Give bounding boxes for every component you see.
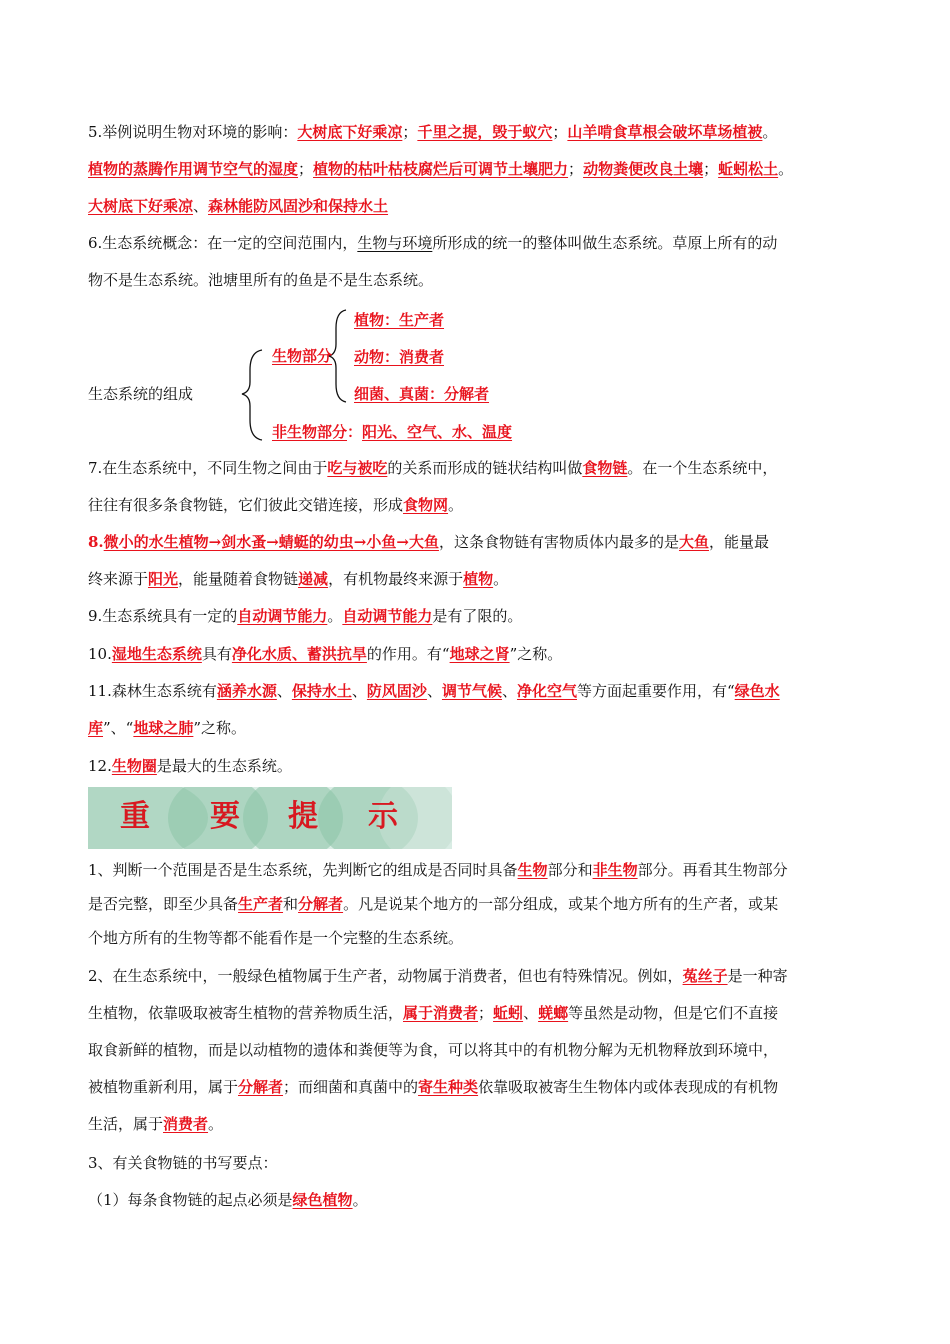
answer: 地球之肾 bbox=[449, 645, 510, 663]
answer: 分解者 bbox=[238, 1078, 284, 1096]
answer: 食物网 bbox=[403, 496, 449, 514]
nonbio-part-label: 非生物部分 bbox=[272, 423, 348, 441]
separator: 、 bbox=[193, 197, 209, 215]
text: 依靠吸取被寄生生物体内或体表现成的有机物 bbox=[478, 1078, 779, 1096]
answer: 地球之肺 bbox=[133, 719, 194, 737]
answer: 生物 bbox=[517, 861, 548, 879]
text: 终来源于 bbox=[88, 570, 149, 588]
answer: 分解者 bbox=[298, 895, 344, 913]
tip-2-line-4 bbox=[88, 1069, 878, 1106]
text: 物不是生态系统。池塘里所有的鱼是不是生态系统。 bbox=[88, 271, 434, 289]
text: 1、判断一个范围是否是生态系统，先判断它的组成是否同时具备 bbox=[88, 861, 518, 879]
decomposer-role-label: 细菌、真菌：分解者 bbox=[354, 385, 490, 403]
tip-1-line-3 bbox=[88, 920, 878, 957]
text: ”之称。 bbox=[193, 719, 247, 737]
text: 2、在生态系统中，一般绿色植物属于生产者，动物属于消费者，但也有特殊情况。例如， bbox=[88, 967, 683, 985]
answer: 山羊啃食草根会破坏草场植被 bbox=[567, 123, 763, 141]
text: 和 bbox=[283, 895, 299, 913]
text: ，有机物最终来源于 bbox=[328, 570, 464, 588]
item-10 bbox=[88, 636, 878, 673]
answer: 涵养水源 bbox=[216, 682, 277, 700]
separator: ； bbox=[478, 1004, 494, 1022]
text: ”、“ bbox=[103, 719, 134, 737]
answer: 湿地生态系统 bbox=[111, 645, 202, 663]
text: 生植物，依靠吸取被寄生植物的营养物质生活， bbox=[88, 1004, 404, 1022]
item-7-line-1 bbox=[88, 450, 878, 487]
answer: 绿色水 bbox=[734, 682, 780, 700]
text: ；而细菌和真菌中的 bbox=[283, 1078, 419, 1096]
nonbio-part bbox=[272, 420, 512, 444]
separator: 、 bbox=[501, 682, 517, 700]
item-number: 8. bbox=[88, 533, 104, 551]
answer: 净化水质、蓄洪抗旱 bbox=[231, 645, 367, 663]
answer: 大鱼 bbox=[678, 533, 709, 551]
answer: 净化空气 bbox=[516, 682, 577, 700]
answer: 调节气候 bbox=[441, 682, 502, 700]
answer: 保持水土 bbox=[291, 682, 352, 700]
plant-role bbox=[354, 308, 444, 332]
answer: 食物链 bbox=[582, 459, 628, 477]
tip-1-line-1 bbox=[88, 852, 878, 889]
answer: 绿色植物 bbox=[292, 1191, 353, 1209]
answer: 大树底下好乘凉 bbox=[297, 123, 403, 141]
item-number: 12. bbox=[88, 757, 112, 775]
tip-3-title bbox=[88, 1145, 878, 1182]
text: 。 bbox=[208, 1115, 224, 1133]
bio-part-label: 生物部分 bbox=[272, 347, 333, 365]
item-9 bbox=[88, 598, 878, 635]
text: 生活，属于 bbox=[88, 1115, 164, 1133]
text: 个地方所有的生物等都不能看作是一个完整的生态系统。 bbox=[88, 929, 464, 947]
separator: ； bbox=[552, 123, 568, 141]
text: ”之称。 bbox=[509, 645, 563, 663]
separator: 。 bbox=[762, 123, 778, 141]
text: 是有了限的。 bbox=[432, 607, 523, 625]
answer: 动物粪便改良土壤 bbox=[583, 160, 704, 178]
text: 6.生态系统概念：在一定的空间范围内， bbox=[88, 234, 358, 252]
decomposer-role bbox=[354, 382, 489, 406]
separator: 。 bbox=[778, 160, 794, 178]
banner-char: 重 bbox=[120, 799, 150, 834]
text: 的关系而形成的链状结构叫做 bbox=[387, 459, 583, 477]
answer: 属于消费者 bbox=[403, 1004, 479, 1022]
answer: 蚯蚓松土 bbox=[718, 160, 779, 178]
important-tips-banner bbox=[88, 787, 452, 849]
text: 等方面起重要作用，有“ bbox=[577, 682, 735, 700]
tip-2-line-1 bbox=[88, 958, 878, 995]
plant-role-label: 植物：生产者 bbox=[354, 311, 445, 329]
answer: 千里之提，毁于蚁穴 bbox=[417, 123, 553, 141]
answer: 大树底下好乘凉 bbox=[88, 197, 194, 215]
text: ，能量最 bbox=[708, 533, 769, 551]
text: 3、有关食物链的书写要点： bbox=[88, 1154, 278, 1172]
item-12 bbox=[88, 748, 878, 785]
answer: 递减 bbox=[298, 570, 329, 588]
answer: 植物的蒸腾作用调节空气的湿度 bbox=[88, 160, 299, 178]
food-chain: 微小的水生植物→剑水蚤→蜻蜓的幼虫→小鱼→大鱼 bbox=[103, 533, 439, 551]
text: 往往有很多条食物链，它们彼此交错连接，形成 bbox=[88, 496, 404, 514]
text: 。 bbox=[327, 607, 343, 625]
answer: 库 bbox=[88, 719, 104, 737]
text: 。 bbox=[352, 1191, 368, 1209]
answer: 生产者 bbox=[238, 895, 284, 913]
text: 。在一个生态系统中， bbox=[627, 459, 778, 477]
separator: ； bbox=[402, 123, 418, 141]
banner-char: 示 bbox=[368, 799, 398, 834]
composition-title: 生态系统的组成 bbox=[88, 385, 194, 403]
text: 部分。再看其生物部分 bbox=[637, 861, 788, 879]
answer: 非生物 bbox=[592, 861, 638, 879]
text: 等虽然是动物，但是它们不直接 bbox=[568, 1004, 779, 1022]
tip-2-line-2 bbox=[88, 995, 878, 1032]
separator: 、 bbox=[276, 682, 292, 700]
text: 7.在生态系统中，不同生物之间由于 bbox=[88, 459, 328, 477]
item-8-line-1 bbox=[88, 524, 878, 561]
underlined-term: 生物与环境 bbox=[357, 234, 433, 252]
answer: 生物圈 bbox=[111, 757, 157, 775]
item-8-line-2 bbox=[88, 561, 878, 598]
text: ，这条食物链有害物质体内最多的是 bbox=[438, 533, 679, 551]
text: 11.森林生态系统有 bbox=[88, 682, 217, 700]
text: 。凡是说某个地方的一部分组成，或某个地方所有的生产者，或某 bbox=[343, 895, 779, 913]
answer: 森林能防风固沙和保持水土 bbox=[208, 197, 389, 215]
text: 是最大的生态系统。 bbox=[156, 757, 292, 775]
separator: ； bbox=[568, 160, 584, 178]
item-5-label: 5.举例说明生物对环境的影响： bbox=[88, 123, 298, 141]
answer: 寄生种类 bbox=[418, 1078, 479, 1096]
animal-role-label: 动物：消费者 bbox=[354, 348, 445, 366]
text: 具有 bbox=[201, 645, 232, 663]
text: 部分和 bbox=[547, 861, 593, 879]
answer: 防风固沙 bbox=[366, 682, 427, 700]
text: （1）每条食物链的起点必须是 bbox=[88, 1191, 293, 1209]
animal-role bbox=[354, 345, 444, 369]
answer: 植物 bbox=[463, 570, 494, 588]
answer: 植物的枯叶枯枝腐烂后可调节土壤肥力 bbox=[313, 160, 569, 178]
item-7-line-2 bbox=[88, 487, 878, 524]
answer: 消费者 bbox=[163, 1115, 209, 1133]
separator: ； bbox=[298, 160, 314, 178]
answer: 阳光 bbox=[148, 570, 179, 588]
text: 的作用。有“ bbox=[366, 645, 450, 663]
separator: ： bbox=[347, 423, 363, 441]
answer: 吃与被吃 bbox=[327, 459, 388, 477]
text: ，能量随着食物链 bbox=[178, 570, 299, 588]
bio-part bbox=[272, 344, 332, 368]
answer: 菟丝子 bbox=[682, 967, 728, 985]
text: 取食新鲜的植物，而是以动植物的遗体和粪便等为食，可以将其中的有机物分解为无机物释放到环境中， bbox=[88, 1041, 779, 1059]
answer: 蜣螂 bbox=[538, 1004, 569, 1022]
tip-2-line-5 bbox=[88, 1106, 878, 1143]
tip-2-line-3 bbox=[88, 1032, 878, 1069]
text: 。 bbox=[448, 496, 464, 514]
nonbio-items: 阳光、空气、水、温度 bbox=[362, 423, 513, 441]
separator: 、 bbox=[523, 1004, 539, 1022]
text: 9.生态系统具有一定的 bbox=[88, 607, 238, 625]
item-11-line-2 bbox=[88, 710, 878, 747]
separator: 、 bbox=[426, 682, 442, 700]
banner-char: 提 bbox=[288, 799, 318, 834]
item-number: 10. bbox=[88, 645, 112, 663]
text: 。 bbox=[493, 570, 509, 588]
tip-3-point-1 bbox=[88, 1182, 878, 1219]
answer: 自动调节能力 bbox=[342, 607, 433, 625]
item-11-line-1 bbox=[88, 673, 878, 710]
big-brace bbox=[242, 350, 262, 440]
answer: 蚯蚓 bbox=[493, 1004, 524, 1022]
separator: ； bbox=[703, 160, 719, 178]
text: 是一种寄 bbox=[727, 967, 788, 985]
answer: 自动调节能力 bbox=[237, 607, 328, 625]
tip-1-line-2 bbox=[88, 886, 878, 923]
text: 是否完整，即至少具备 bbox=[88, 895, 239, 913]
separator: 、 bbox=[351, 682, 367, 700]
text: 所形成的统一的整体叫做生态系统。草原上所有的动 bbox=[432, 234, 778, 252]
text: 被植物重新利用，属于 bbox=[88, 1078, 239, 1096]
banner-char: 要 bbox=[210, 799, 240, 834]
